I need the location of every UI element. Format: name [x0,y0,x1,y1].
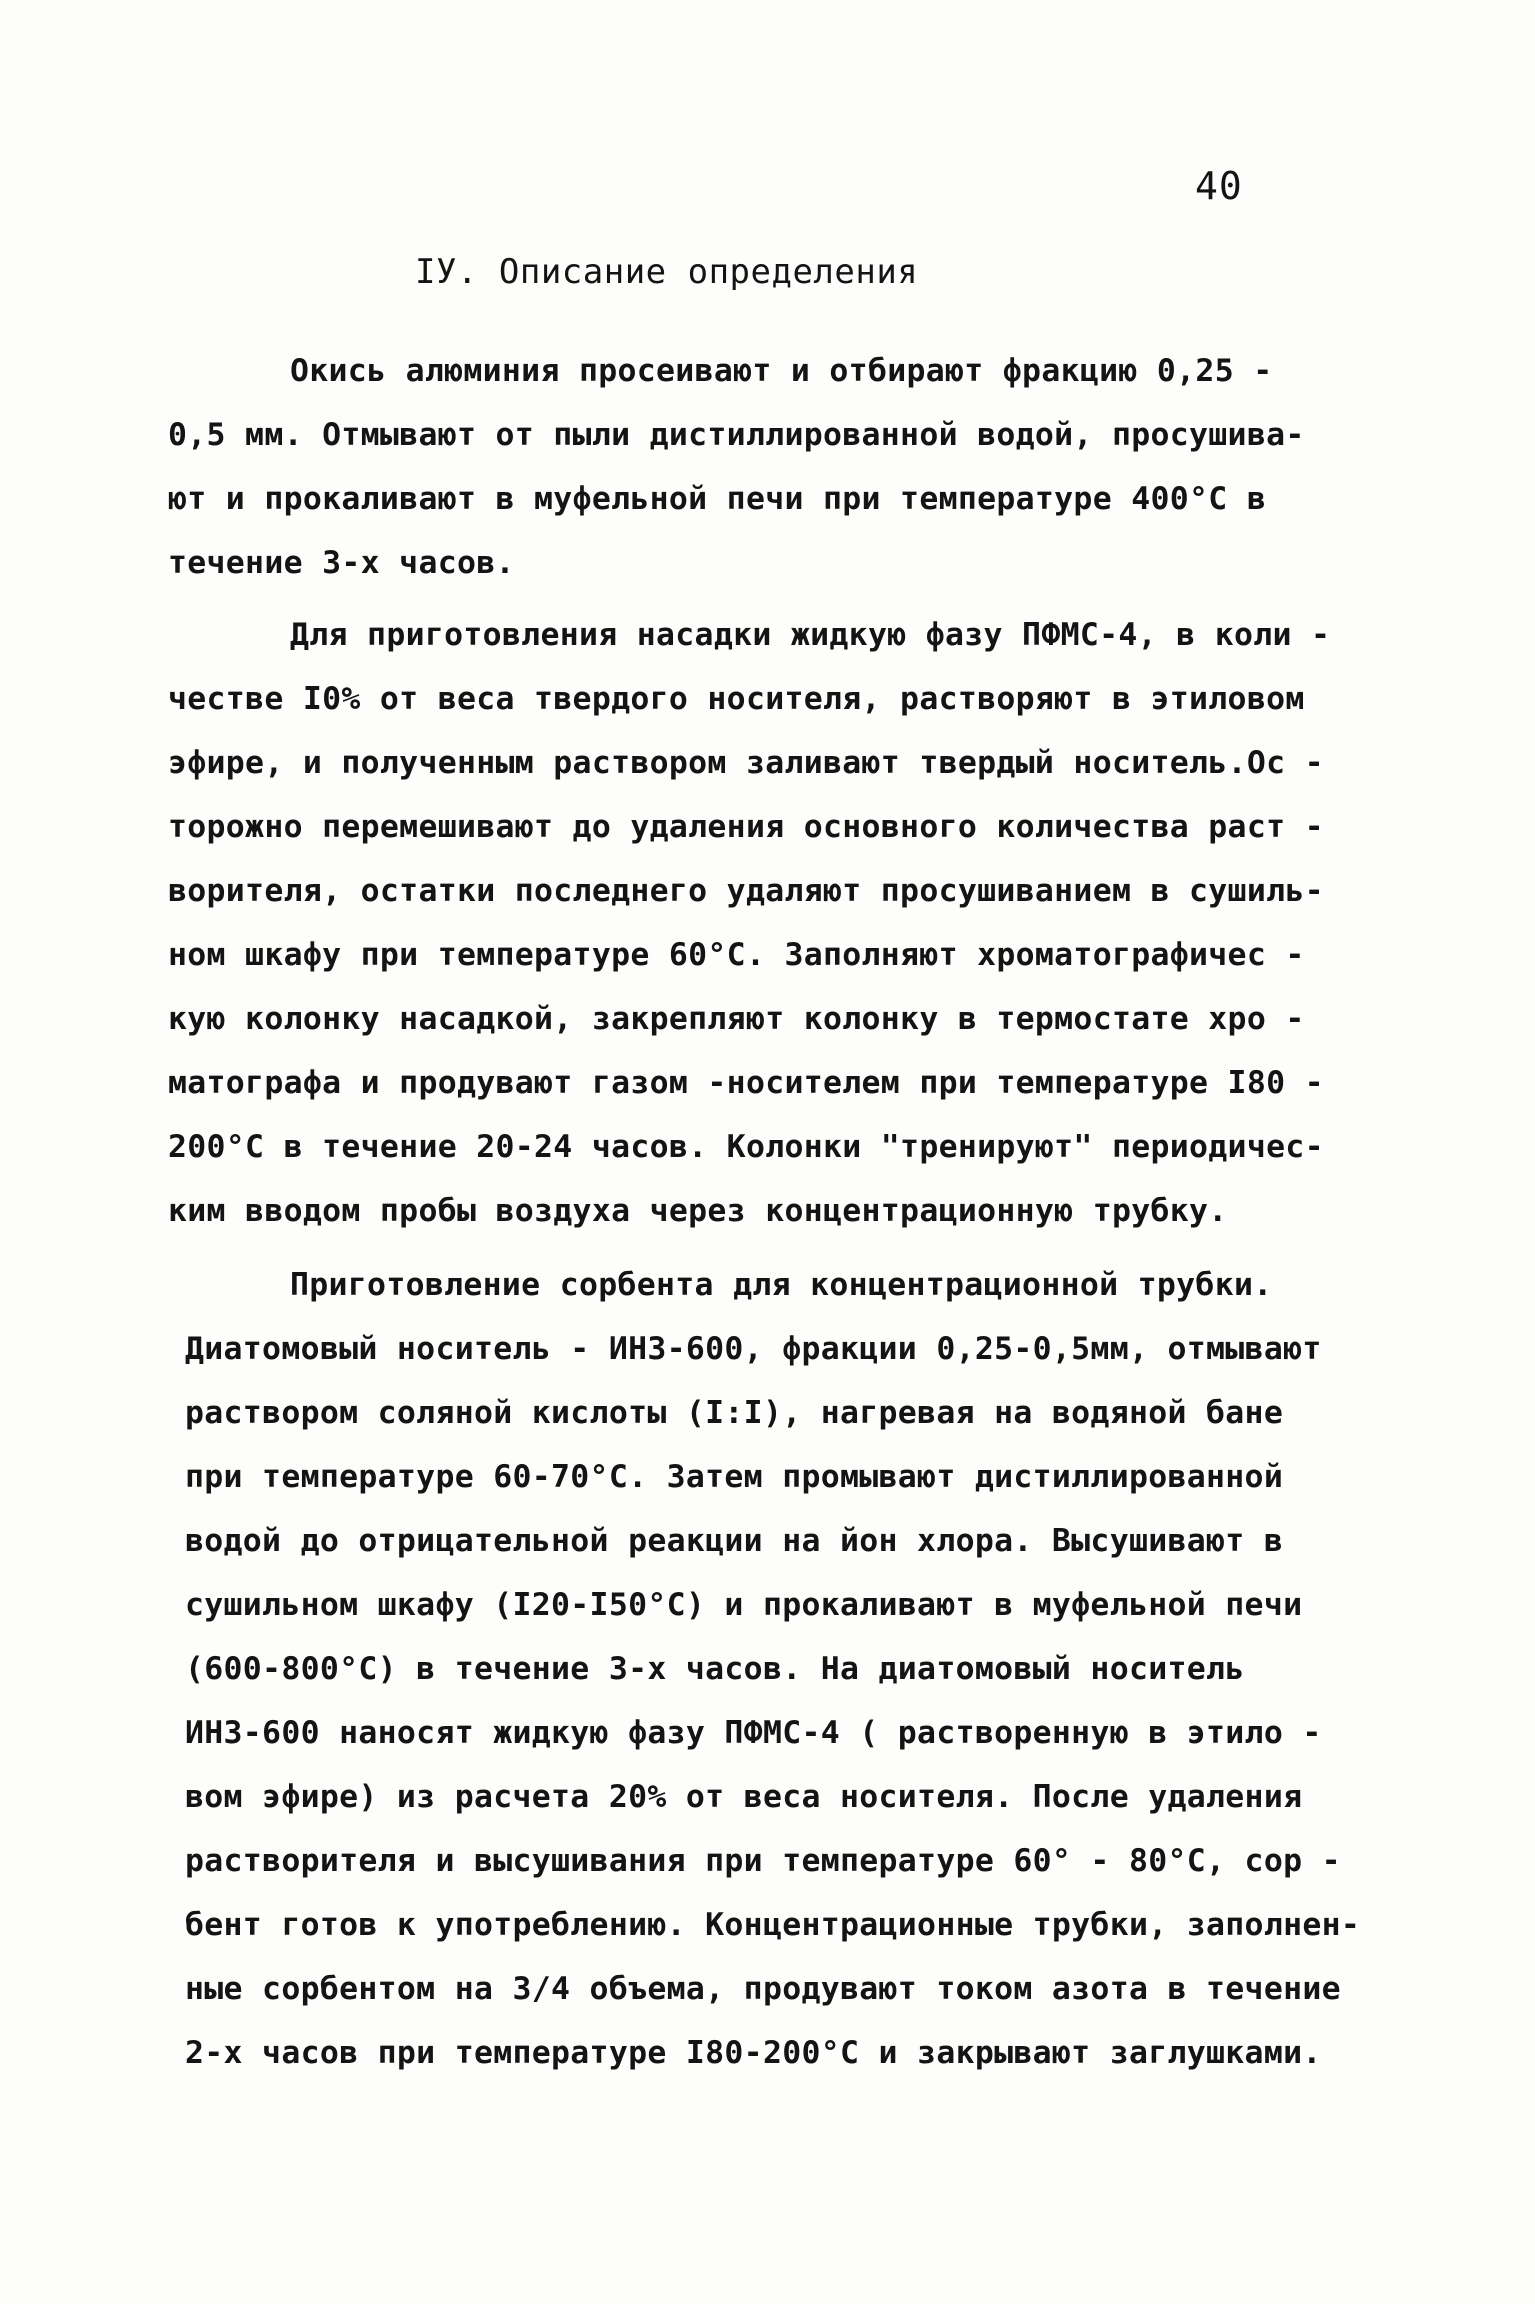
text-line: (600-800°С) в течение 3-х часов. На диатомовый носитель [185,1651,1245,1687]
text-line: Окись алюминия просеивают и отбирают фракцию 0,25 - [290,353,1273,389]
text-line: вом эфире) из расчета 20% от веса носителя. После удаления [185,1779,1303,1815]
text-line: торожно перемешивают до удаления основного количества раст - [168,809,1324,845]
text-line: при температуре 60-70°С. Затем промывают дистиллированной [185,1459,1284,1495]
text-line: Для приготовления насадки жидкую фазу ПФМС-4, в коли - [290,617,1331,653]
text-line: кую колонку насадкой, закрепляют колонку в термостате хро - [168,1001,1305,1037]
text-line: ном шкафу при температуре 60°С. Заполняют хроматографичес - [168,937,1305,973]
text-line: Приготовление сорбента для концентрационной трубки. [290,1267,1273,1303]
text-line: ные сорбентом на 3/4 объема, продувают током азота в течение [185,1971,1341,2007]
text-line: течение 3-х часов. [168,545,515,581]
text-line: Диатомовый носитель - ИНЗ-600, фракции 0,25-0,5мм, отмывают [185,1331,1322,1367]
text-line: 0,5 мм. Отмывают от пыли дистиллированной водой, просушива- [168,417,1305,453]
text-line: ворителя, остатки последнего удаляют просушиванием в сушиль- [168,873,1324,909]
section-heading: IУ. Описание определения [415,252,919,292]
text-line: сушильном шкафу (I20-I50°С) и прокаливают в муфельной печи [185,1587,1303,1623]
text-line: ИНЗ-600 наносят жидкую фазу ПФМС-4 ( растворенную в этило - [185,1715,1322,1751]
text-line: бент готов к употреблению. Концентрационные трубки, заполнен- [185,1907,1361,1943]
text-line: растворителя и высушивания при температуре 60° - 80°С, сор - [185,1843,1341,1879]
page-number: 40 [1195,164,1243,208]
text-line: ким вводом пробы воздуха через концентрационную трубку. [168,1193,1228,1229]
text-line: 2-х часов при температуре I80-200°С и закрывают заглушками. [185,2035,1322,2071]
text-line: честве I0% от веса твердого носителя, растворяют в этиловом [168,681,1305,717]
text-line: раствором соляной кислоты (I:I), нагревая на водяной бане [185,1395,1284,1431]
text-line: 200°С в течение 20-24 часов. Колонки "тренируют" периодичес- [168,1129,1324,1165]
text-line: водой до отрицательной реакции на йон хлора. Высушивают в [185,1523,1284,1559]
text-line: ют и прокаливают в муфельной печи при температуре 400°С в [168,481,1267,517]
text-line: матографа и продувают газом -носителем при температуре I80 - [168,1065,1324,1101]
text-line: эфире, и полученным раствором заливают твердый носитель.Ос - [168,745,1324,781]
